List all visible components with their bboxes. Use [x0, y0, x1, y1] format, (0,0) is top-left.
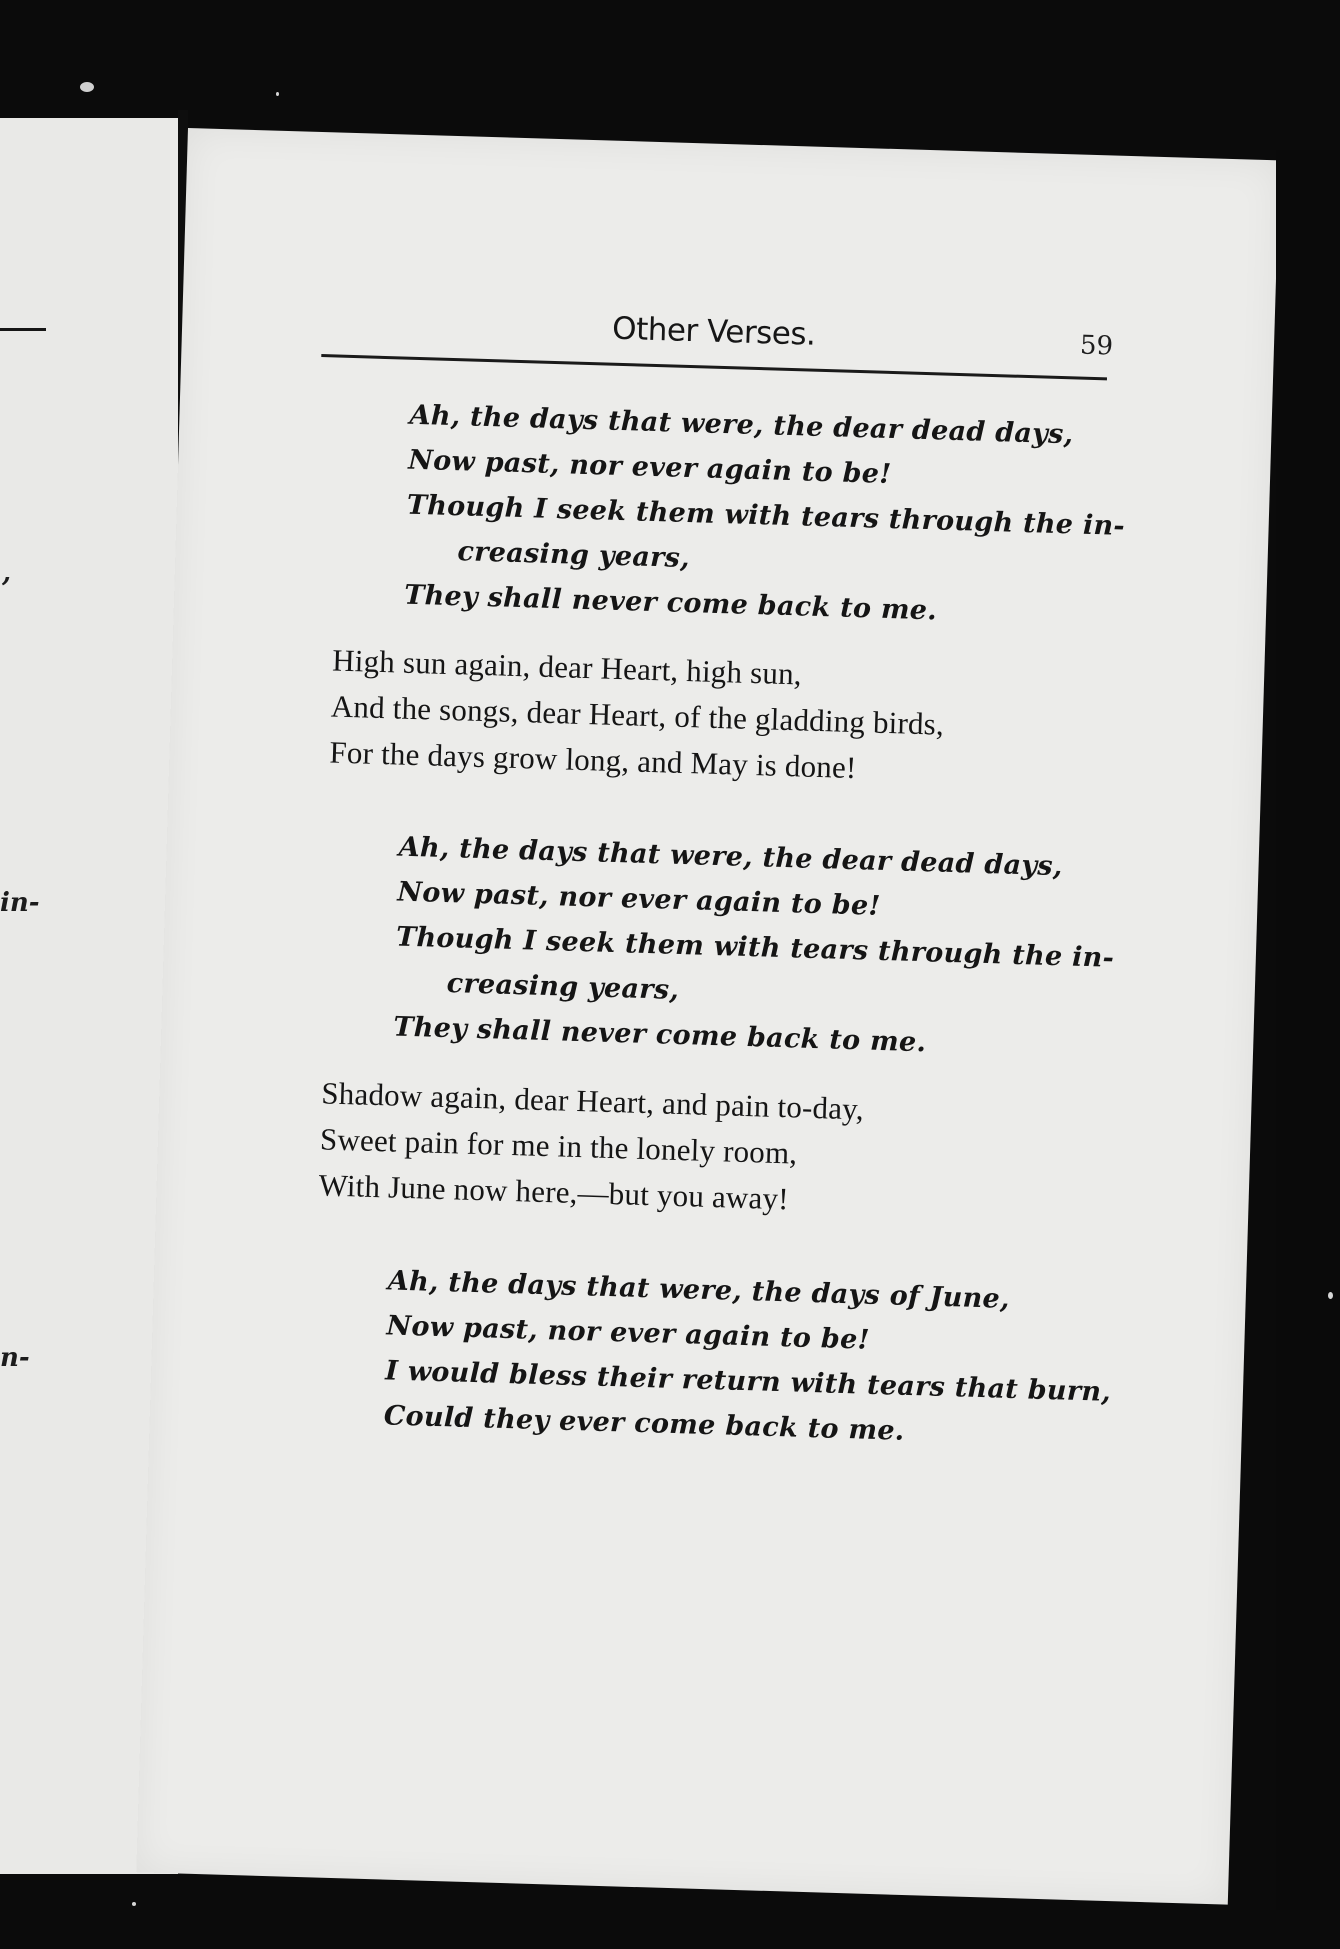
refrain-stanza: [393, 825, 1118, 1071]
page-number: 59: [1079, 330, 1114, 362]
poem-line: They shall never come back to me.: [392, 1011, 927, 1059]
poem-line: And the songs, dear Heart, of the gladding birds,: [330, 688, 945, 742]
right-page: [136, 128, 1279, 1905]
poem-line: Though I seek them with tears through the in-: [395, 921, 1115, 974]
poem-line: With June now here,—but you away!: [318, 1167, 790, 1217]
poem-line: Sweet pain for me in the lonely room,: [319, 1121, 798, 1171]
dust-speck: [276, 92, 279, 96]
poem-line: Could they ever come back to me.: [383, 1400, 905, 1447]
verse-stanza: [318, 1070, 865, 1224]
header-rule: [321, 354, 1107, 380]
left-page-fragment: ,: [2, 558, 12, 588]
left-page-head-rule: [0, 328, 46, 331]
dust-speck: [80, 82, 94, 92]
running-head: Other Verses.: [611, 310, 816, 353]
page-content: [136, 128, 1279, 1905]
poem-line: creasing years,: [457, 536, 691, 575]
poem-line: Shadow again, dear Heart, and pain to-day,: [320, 1075, 865, 1127]
verse-stanza: [329, 638, 946, 794]
poem-line: Now past, nor ever again to be!: [407, 444, 892, 491]
dust-speck: [132, 1902, 136, 1906]
left-page-fragment: in-: [0, 888, 40, 918]
poem-line: Ah, the days that were, the days of June,: [387, 1265, 1011, 1315]
poem-line: Ah, the days that were, the dear dead days,: [409, 399, 1074, 451]
dust-speck: [1328, 1292, 1333, 1299]
poem-line: For the days grow long, and May is done!: [329, 734, 858, 786]
left-page-fragment: n-: [0, 1343, 30, 1373]
poem-line: They shall never come back to me.: [403, 579, 938, 627]
page-edge-shadow: [1276, 150, 1340, 1910]
poem-line: Though I seek them with tears through the in-: [406, 489, 1126, 542]
poem-line: Ah, the days that were, the dear dead days,: [398, 831, 1064, 883]
poem-line: creasing years,: [446, 968, 680, 1006]
poem-line: High sun again, dear Heart, high sun,: [331, 642, 803, 692]
refrain-stanza: [383, 1258, 1114, 1459]
poem-line: Now past, nor ever again to be!: [396, 876, 882, 922]
refrain-stanza: [404, 393, 1129, 639]
poem-line: I would bless their return with tears that burn,: [384, 1355, 1112, 1408]
poem-line: Now past, nor ever again to be!: [386, 1310, 871, 1356]
